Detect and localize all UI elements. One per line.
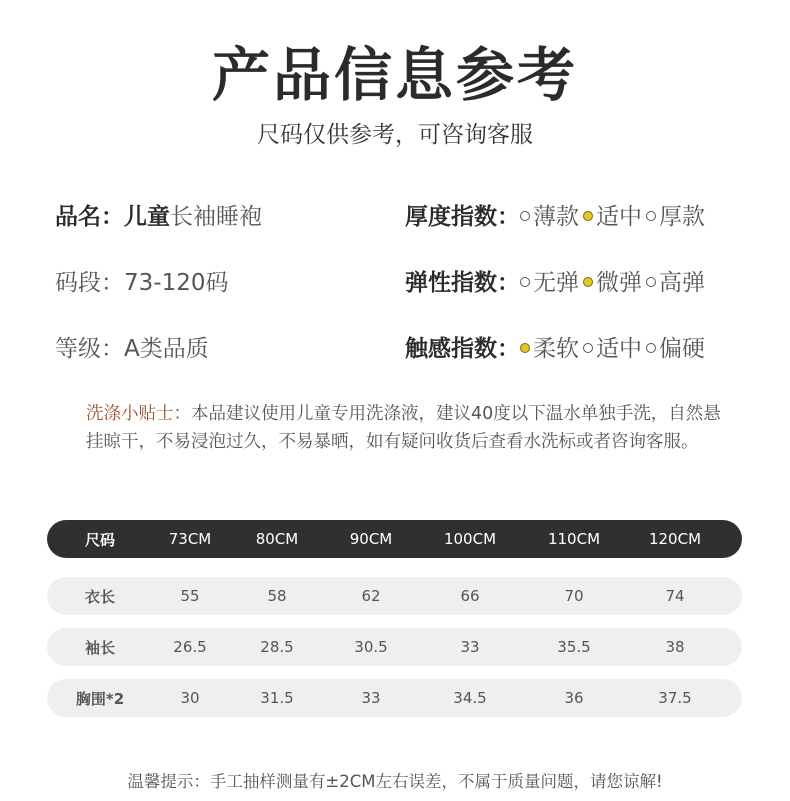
- index-label: 弹性指数：: [405, 270, 520, 296]
- table-row: [47, 577, 742, 615]
- index-option: 无弹: [533, 270, 579, 296]
- index-option: 偏硬: [659, 336, 705, 362]
- page-subtitle: 尺码仅供参考，可咨询客服: [257, 122, 533, 148]
- table-cell: 33: [361, 689, 381, 707]
- radio-dot-selected-icon: [583, 211, 593, 221]
- table-cell: 36: [564, 689, 584, 707]
- header-cell: 80CM: [255, 530, 299, 548]
- table-row: [47, 628, 742, 666]
- table-cell: 74: [665, 587, 685, 605]
- table-cell: 30: [180, 689, 200, 707]
- index-option: 薄款: [533, 204, 579, 230]
- radio-dot-icon: [520, 277, 530, 287]
- size-table-header: [47, 520, 742, 558]
- elasticity-index: [405, 264, 709, 297]
- index-option: 高弹: [659, 270, 705, 296]
- radio-dot-selected-icon: [583, 277, 593, 287]
- footer-note: 温馨提示：手工抽样测量有±2CM左右误差，不属于质量问题，请您谅解!: [127, 772, 663, 791]
- index-label: 触感指数：: [405, 336, 520, 362]
- product-name: [55, 198, 262, 231]
- index-option: 柔软: [533, 336, 579, 362]
- header-cell: 110CM: [547, 530, 601, 548]
- radio-dot-icon: [583, 343, 593, 353]
- table-cell: 62: [361, 587, 381, 605]
- header-cell: 120CM: [648, 530, 702, 548]
- row-label: 袖长: [84, 638, 115, 657]
- table-cell: 35.5: [557, 638, 591, 656]
- radio-dot-icon: [646, 277, 656, 287]
- grade: 等级：A类品质: [55, 336, 209, 362]
- index-option: 厚款: [659, 204, 705, 230]
- header-cell: 90CM: [349, 530, 393, 548]
- table-cell: 31.5: [260, 689, 294, 707]
- product-name-label: 品名：: [55, 204, 124, 230]
- index-label: 厚度指数：: [405, 204, 520, 230]
- table-cell: 58: [267, 587, 287, 605]
- table-cell: 30.5: [354, 638, 388, 656]
- radio-dot-icon: [646, 343, 656, 353]
- index-option: 适中: [596, 204, 642, 230]
- thickness-index: [405, 198, 709, 231]
- table-cell: 26.5: [173, 638, 207, 656]
- product-name-value: 长袖睡袍: [170, 204, 262, 230]
- table-cell: 38: [665, 638, 685, 656]
- radio-dot-selected-icon: [520, 343, 530, 353]
- table-cell: 70: [564, 587, 584, 605]
- index-option: 微弹: [596, 270, 642, 296]
- index-option: 适中: [596, 336, 642, 362]
- product-name-bold: 儿童: [124, 204, 170, 230]
- table-cell: 34.5: [453, 689, 487, 707]
- touch-index: [405, 330, 709, 363]
- size-range: 码段：73-120码: [55, 270, 229, 296]
- row-label: 衣长: [84, 587, 115, 606]
- washing-tip-text: 本品建议使用儿童专用洗涤液，建议40度以下温水单独手洗，自然悬挂晾干，不易浸泡过久，不易暴晒，如有疑问收货后查看水洗标或者咨询客服。: [86, 404, 721, 452]
- table-cell: 37.5: [658, 689, 692, 707]
- table-row: [47, 679, 742, 717]
- washing-tip-label: 洗涤小贴士：: [86, 404, 191, 424]
- radio-dot-icon: [646, 211, 656, 221]
- header-cell: 73CM: [168, 530, 212, 548]
- table-cell: 55: [180, 587, 200, 605]
- washing-tip: [86, 400, 726, 456]
- table-cell: 66: [460, 587, 480, 605]
- page-title: 产品信息参考: [211, 41, 578, 109]
- table-cell: 33: [460, 638, 480, 656]
- header-cell: 尺码: [84, 530, 115, 549]
- row-label: 胸围*2: [75, 689, 125, 708]
- radio-dot-icon: [520, 211, 530, 221]
- header-cell: 100CM: [443, 530, 497, 548]
- table-cell: 28.5: [260, 638, 294, 656]
